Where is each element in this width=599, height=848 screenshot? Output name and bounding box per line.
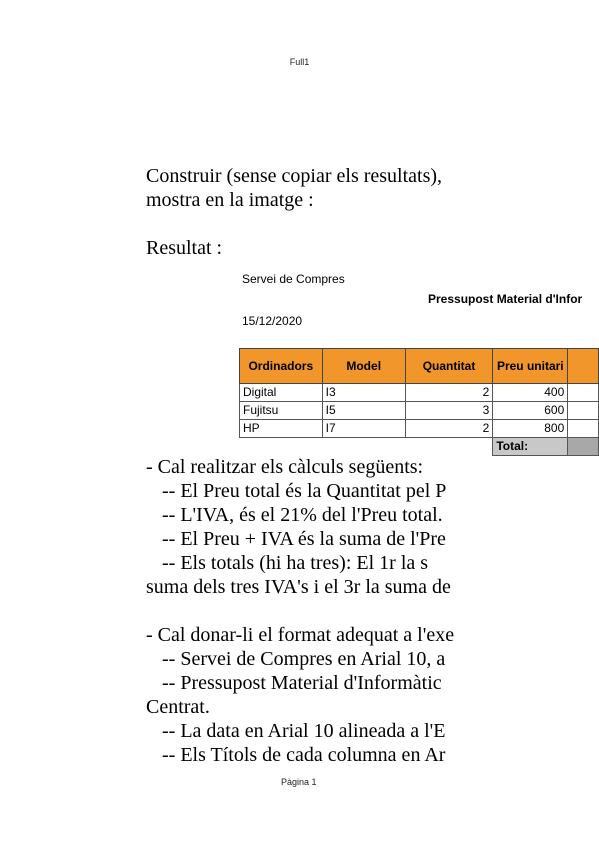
total-row	[240, 438, 599, 456]
calc-item: -- El Preu total és la Quantitat pel P	[162, 480, 447, 502]
cell	[322, 438, 405, 456]
cell: I3	[322, 384, 405, 402]
cell	[568, 420, 599, 438]
calc-instructions	[146, 455, 508, 599]
table-row	[240, 420, 599, 438]
cell: Fujitsu	[240, 402, 323, 420]
format-item-continuation: Centrat.	[146, 696, 210, 718]
cell	[240, 438, 323, 456]
total-label: Total:	[493, 438, 568, 456]
cell: I5	[322, 402, 405, 420]
format-instructions	[146, 623, 508, 767]
format-item: -- Pressupost Material d'Informàtic	[162, 672, 442, 694]
intro-line-1: Construir (sense copiar els resultats),	[146, 165, 443, 187]
column-header-preu-unitari: Preu unitari	[493, 349, 568, 384]
intro-line-2: mostra en la imatge :	[146, 189, 314, 211]
calc-title: - Cal realitzar els càlculs següents:	[146, 456, 424, 478]
calc-item: -- Els totals (hi ha tres): El 1r la s	[162, 552, 429, 574]
cell	[568, 402, 599, 420]
total-value-cell	[568, 438, 599, 456]
embed-service-label: Servei de Compres	[242, 272, 345, 286]
page-header	[0, 57, 599, 67]
cell	[405, 438, 493, 456]
cell: 400	[493, 384, 568, 402]
cell: 2	[405, 384, 493, 402]
column-header-quantitat: Quantitat	[405, 349, 493, 384]
format-item: -- Servei de Compres en Arial 10, a	[162, 648, 446, 670]
page-footer: Pàgina 1	[281, 777, 317, 787]
budget-table	[239, 348, 599, 456]
cell: 2	[405, 420, 493, 438]
calc-item: -- L'IVA, és el 21% del l'Preu total.	[162, 504, 443, 526]
column-header-extra	[568, 349, 599, 384]
result-label: Resultat :	[146, 237, 223, 259]
cell	[568, 384, 599, 402]
embed-title: Pressupost Material d'Infor	[428, 292, 583, 306]
cell: 600	[493, 402, 568, 420]
sheet-name: Full1	[289, 57, 310, 67]
calc-item: -- El Preu + IVA és la suma de l'Pre	[162, 528, 446, 550]
table-header-row	[240, 349, 599, 384]
cell: 3	[405, 402, 493, 420]
column-header-model: Model	[322, 349, 405, 384]
table-row	[240, 384, 599, 402]
calc-item-continuation: suma dels tres IVA's i el 3r la suma de	[146, 576, 451, 598]
cell: 800	[493, 420, 568, 438]
cell: HP	[240, 420, 323, 438]
column-header-ordinadors: Ordinadors	[240, 349, 323, 384]
result-image	[232, 264, 599, 464]
cell: I7	[322, 420, 405, 438]
format-item: -- Els Títols de cada columna en Ar	[162, 744, 446, 766]
cell: Digital	[240, 384, 323, 402]
embed-date: 15/12/2020	[242, 314, 303, 328]
table-row	[240, 402, 599, 420]
format-title: - Cal donar-li el format adequat a l'exe	[146, 624, 455, 646]
intro-paragraph	[146, 164, 508, 212]
format-item: -- La data en Arial 10 alineada a l'E	[162, 720, 446, 742]
